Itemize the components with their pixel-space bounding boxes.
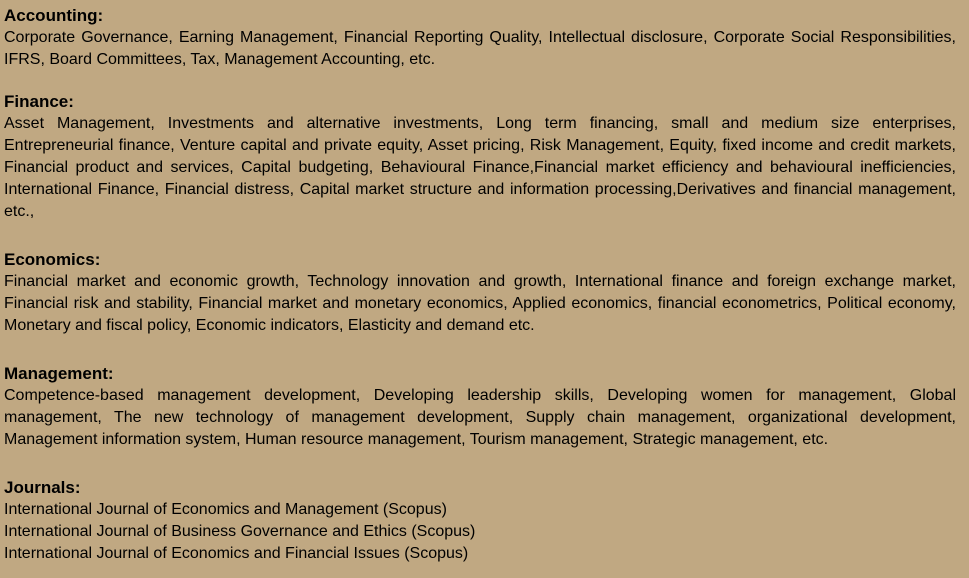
accounting-heading: Accounting: [4,6,104,25]
finance-text: Asset Management, Investments and alternative investments, Long term financing, small and medium size enterprises, Entrepreneurial finance, Venture capital and private equity, Asset pricing, Risk Management, Equity, fixed income and credit markets, Financial product and services, Capital budgeting, Behavioural Finance,Financial market efficiency and behavioural inefficiencies, International Finance, Financial distress, Capital market structure and information processing,Derivatives and financial management, etc., [4,115,956,220]
economics-text: Financial market and economic growth, Technology innovation and growth, International finance and foreign exchange market, Financial risk and stability, Financial market and monetary economics, Applied economics, financial econometrics, Political economy, Monetary and fiscal policy, Economic indicators, Elasticity and demand etc. [4,273,956,334]
accounting-text: Corporate Governance, Earning Management, Financial Reporting Quality, Intellectual disclosure, Corporate Social Responsibilities, IFRS, Board Committees, Tax, Management Accounting, etc. [4,29,956,68]
journal-item: International Journal of Business Governance and Ethics (Scopus) [4,523,476,540]
journal-item: International Journal of Economics and Financial Issues (Scopus) [4,545,469,562]
journal-item: International Journal of Economics and Management (Scopus) [4,501,447,518]
section-management [4,363,956,451]
journals-heading: Journals: [4,478,81,497]
management-text: Competence-based management development, Developing leadership skills, Developing women for management, Global management, The new technology of management development, Supply chain management, organizational development, Management information system, Human resource management, Tourism management, Strategic management, etc. [4,387,956,448]
management-heading: Management: [4,364,114,383]
section-journals [4,477,956,565]
economics-heading: Economics: [4,250,101,269]
section-economics [4,249,956,337]
finance-heading: Finance: [4,92,74,111]
section-finance [4,91,956,223]
section-accounting [4,5,956,71]
